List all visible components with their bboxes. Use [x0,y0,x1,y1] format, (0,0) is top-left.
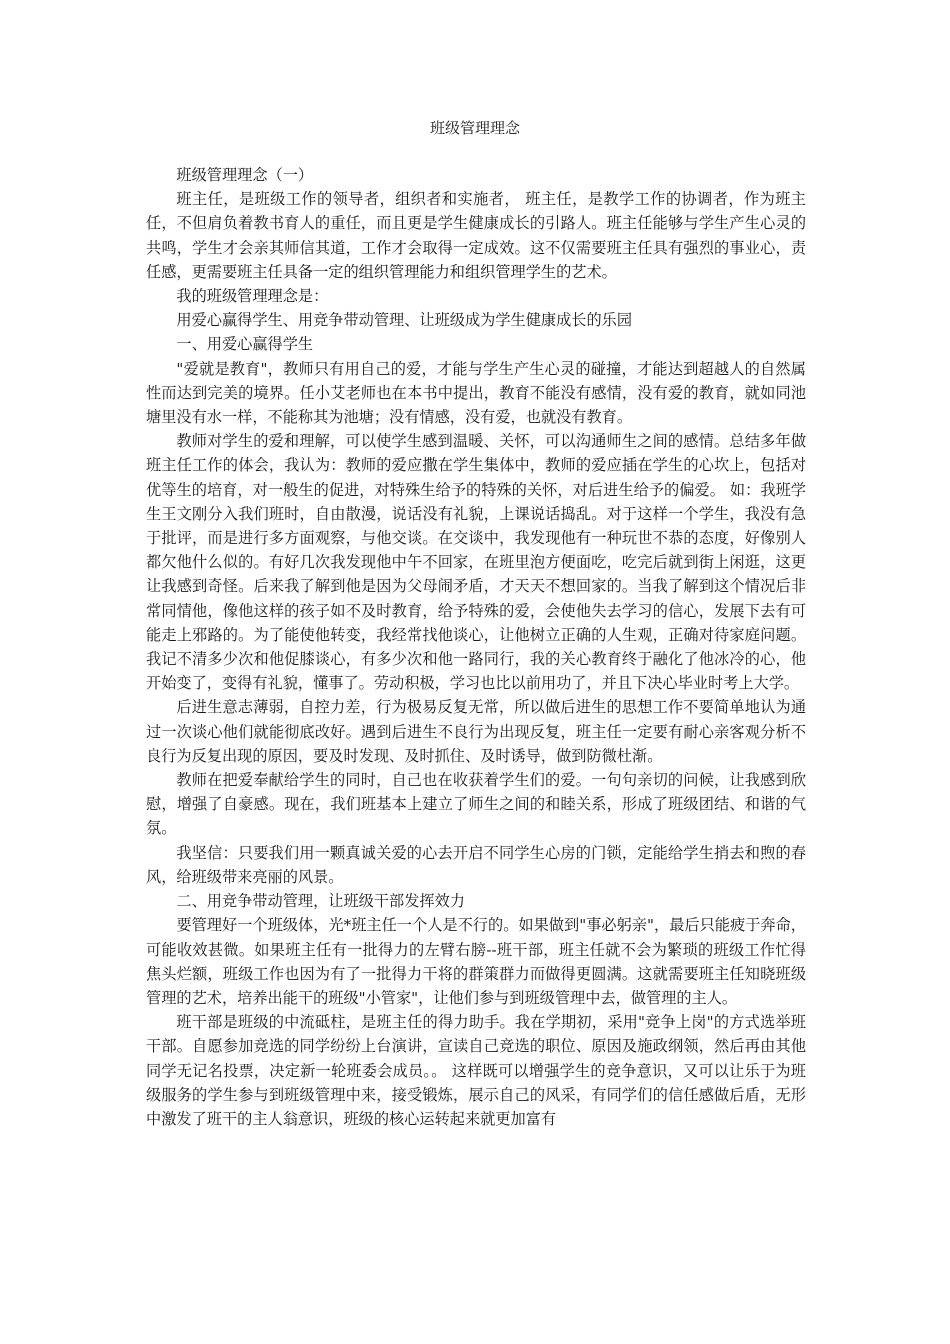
paragraph: 我坚信：只要我们用一颗真诚关爱的心去开启不同学生心房的门锁，定能给学生捎去和煦的春风，给班级带来亮丽的风景。 [146,843,806,886]
paragraph: 我的班级管理理念是： [176,287,329,306]
paragraph: 教师对学生的爱和理解，可以使学生感到温暖、关怀，可以沟通师生之间的感情。总结多年做班主任工作的体会，我认为：教师的爱应撒在学生集体中，教师的爱应插在学生的心坎上，包括对优等生的培育，对一般生的促进，对特殊生给予的特殊的关怀，对后进生给予的偏爱。 如：我班学生王文刚分入我们班时，自由散漫，说话没有礼貌，上课说话捣乱。对于这样一个学生，我没有急于批评，而是进行多方面观察，与他交谈。在交谈中，我发现他有一种玩世不恭的态度，好像别人都欠他什么似的。有好几次我发现他中午不回家，在班里泡方便面吃，吃完后就到街上闲逛，这更让我感到奇怪。后来我了解到他是因为父母闹矛盾，才天天不想回家的。当我了解到这个情况后非常同情他，像他这样的孩子如不及时教育，给予特殊的爱，会使他失去学习的信心，发展下去有可能走上邪路的。为了能使他转变，我经常找他谈心，让他树立正确的人生观，正确对待家庭问题。我记不清多少次和他促膝谈心，有多少次和他一路同行，我的关心教育终于融化了他冰冷的心，他开始变了，变得有礼貌，懂事了。劳动积极，学习也比以前用功了，并且下决心毕业时考上大学。 [146,432,806,693]
paragraph: 用爱心赢得学生、用竞争带动管理、让班级成为学生健康成长的乐园 [176,311,633,330]
paragraph: 班干部是班级的中流砥柱，是班主任的得力助手。我在学期初，采用"竞争上岗"的方式选举班干部。自愿参加竞选的同学纷纷上台演讲，宣读自己竞选的职位、原因及施政纲领，然后再由其他同学无记名投票，决定新一轮班委会成员。。 这样既可以增强学生的竞争意识，又可以让乐于为班级服务的学生参与到班级管理中来，接受锻炼，展示自己的风采，有同学们的信任感做后盾，无形中激发了班干的主人翁意识，班级的核心运转起来就更加富有 [146,1013,806,1128]
section-heading: 一、用爱心赢得学生 [176,335,314,354]
paragraph: 班级管理理念（一） [176,166,314,184]
paragraph: 后进生意志薄弱，自控力差，行为极易反复无常，所以做后进生的思想工作不要简单地认为通过一次谈心他们就能彻底改好。遇到后进生不良行为出现反复，班主任一定要有耐心亲客观分析不良行为反复出现的原因，要及时发现、及时抓住、及时诱导，做到防微杜渐。 [146,698,806,765]
section-heading: 二、用竞争带动管理，让班级干部发挥效力 [176,892,465,911]
paragraph: 教师在把爱奉献给学生的同时，自己也在收获着学生们的爱。一句句亲切的问候，让我感到欣慰，增强了自豪感。现在，我们班基本上建立了师生之间的和睦关系，形成了班级团结、和谐的气氛。 [146,771,806,838]
paragraph: 班主任，是班级工作的领导者，组织者和实施者， 班主任，是教学工作的协调者，作为班主任，不但肩负着教书育人的重任，而且更是学生健康成长的引路人。班主任能够与学生产生心灵的共鸣，学生才会亲其师信其道，工作才会取得一定成效。这不仅需要班主任具有强烈的事业心，责任感，更需要班主任具备一定的组织管理能力和组织管理学生的艺术。 [146,190,806,281]
document-title: 班级管理理念 [429,119,520,137]
paragraph: "爱就是教育"，教师只有用自己的爱，才能与学生产生心灵的碰撞，才能达到超越人的自然属性而达到完美的境界。任小艾老师也在本书中提出，教育不能没有感情，没有爱的教育，就如同池塘里没有水一样，不能称其为池塘；没有情感，没有爱，也就没有教育。 [146,359,806,427]
document-body [146,163,806,1131]
paragraph: 要管理好一个班级体，光*班主任一个人是不行的。如果做到"事必躬亲"，最后只能疲于奔命，可能收效甚微。如果班主任有一批得力的左臂右膀--班干部，班主任就不会为繁琐的班级工作忙得焦头烂额，班级工作也因为有了一批得力干将的群策群力而做得更圆满。这就需要班主任知晓班级管理的艺术，培养出能干的班级"小管家"，让他们参与到班级管理中去，做管理的主人。 [146,916,806,1007]
